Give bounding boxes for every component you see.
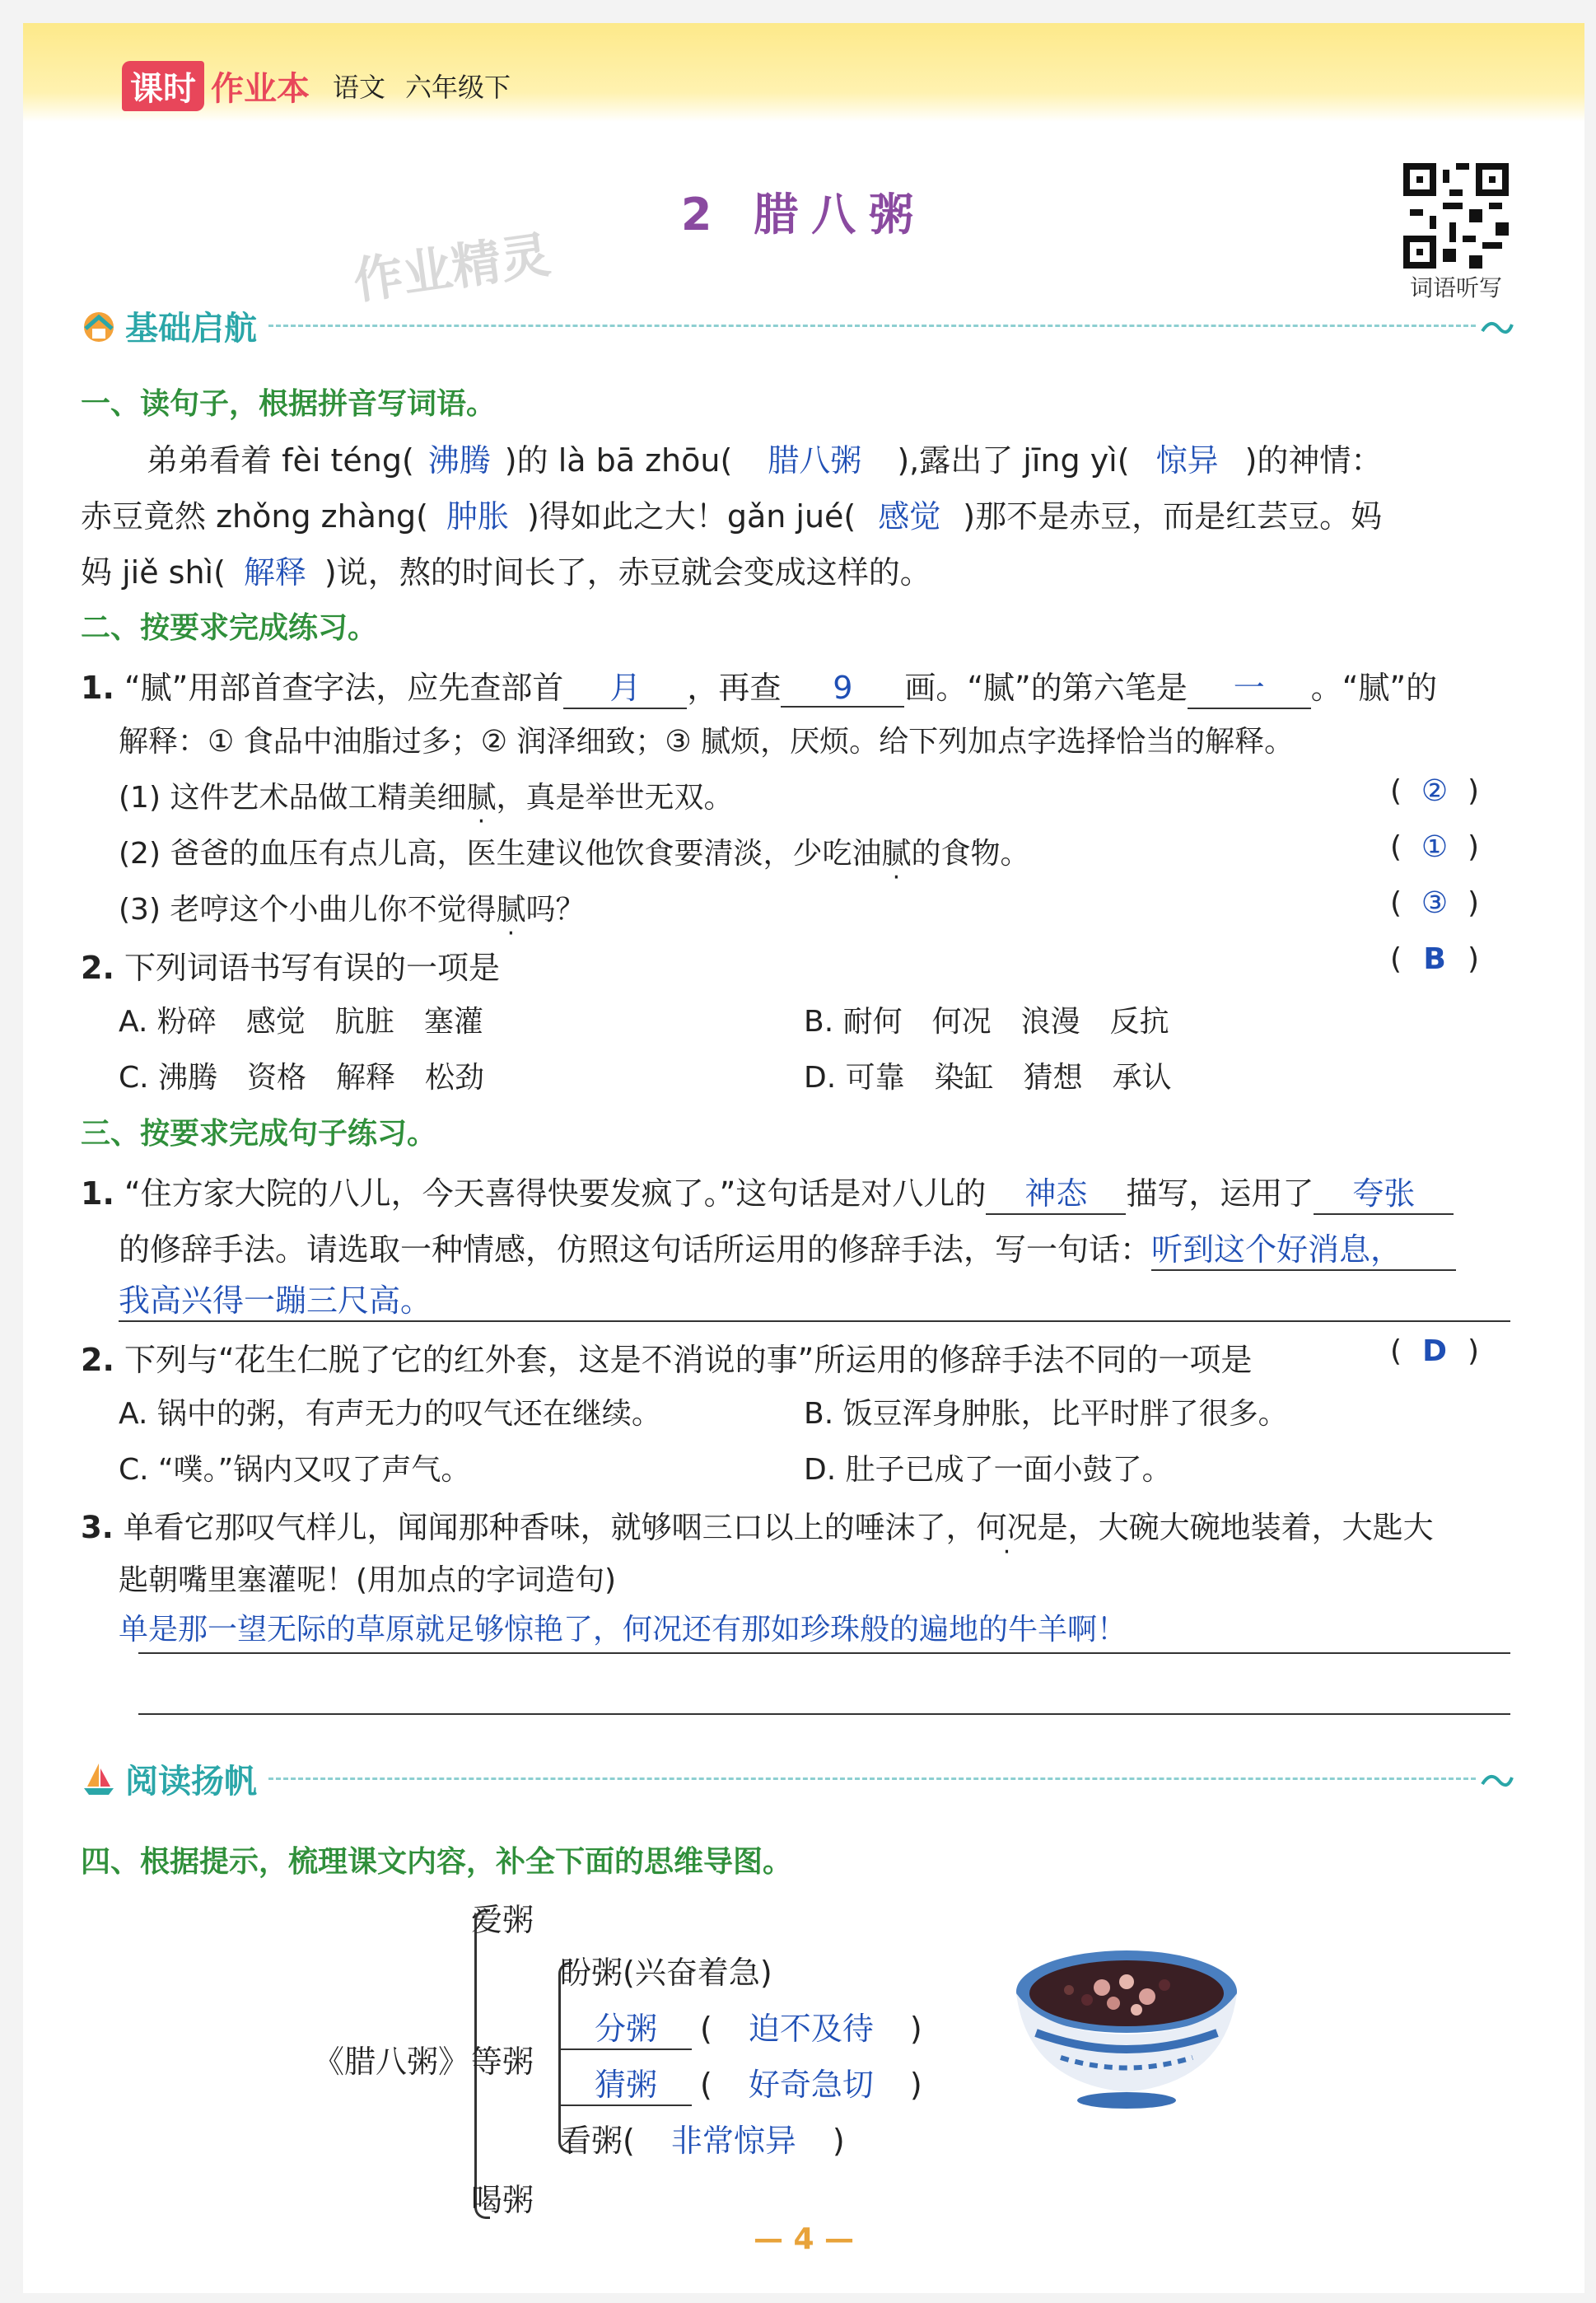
q3-p1-line-1 bbox=[81, 1168, 1454, 1215]
answer: 肿胀 bbox=[446, 498, 509, 535]
text: 。“腻”的 bbox=[1310, 670, 1438, 706]
answer-paren[interactable] bbox=[1390, 774, 1479, 808]
option-d[interactable]: D. 可靠 染缸 猜想 承认 bbox=[804, 1061, 1172, 1095]
mindmap-branch: 喝粥 bbox=[471, 2182, 534, 2218]
answer-paren[interactable] bbox=[1390, 1334, 1479, 1368]
q1-line-3 bbox=[81, 547, 931, 592]
section-divider bbox=[268, 1777, 1476, 1780]
q2-sentence-2 bbox=[119, 830, 1029, 872]
text: 下列与“花生仁脱了它的红外套，这是不消说的事”所运用的修辞手法不同的一项是 bbox=[124, 1342, 1253, 1378]
answer-line bbox=[138, 1652, 1510, 1654]
text: 描写，运用了 bbox=[1126, 1175, 1314, 1212]
answer-blank[interactable]: 我高兴得一蹦三尺高。 bbox=[119, 1275, 1510, 1322]
text: 赤豆竟然 zhǒng zhàng( bbox=[81, 498, 428, 535]
paren: ) bbox=[1468, 942, 1480, 976]
text: ，真是举世无双。 bbox=[496, 781, 734, 815]
text: 画。“腻”的第六笔是 bbox=[904, 670, 1188, 706]
option-a[interactable]: A. 锅中的粥，有声无力的叹气还在继续。 bbox=[119, 1397, 661, 1431]
mindmap-leaf bbox=[560, 2059, 922, 2106]
answer: 好奇急切 bbox=[748, 2067, 874, 2103]
paren: ) bbox=[909, 2067, 922, 2103]
q3-p3-line-1 bbox=[81, 1502, 1434, 1547]
q2-p1-line-2: 解释：① 食品中油脂过多；② 润泽细致；③ 腻烦，厌烦。给下列加点字选择恰当的解释。 bbox=[119, 725, 1295, 759]
wave-icon bbox=[1481, 313, 1514, 338]
text: 妈 jiě shì( bbox=[81, 554, 226, 591]
answer: 迫不及待 bbox=[748, 2011, 874, 2047]
answer-paren[interactable] bbox=[1390, 942, 1479, 976]
answer-blank[interactable]: 一 bbox=[1188, 662, 1311, 709]
text: )那不是赤豆，而是红芸豆。妈 bbox=[963, 498, 1383, 535]
answer: B bbox=[1423, 942, 1446, 976]
answer-blank[interactable]: 神态 bbox=[986, 1168, 1126, 1215]
item-number: 1. bbox=[81, 1175, 114, 1212]
answer: 腊八粥 bbox=[768, 442, 862, 479]
paren: ) bbox=[1468, 886, 1480, 920]
option-c[interactable]: C. “噗。”锅内又叹了声气。 bbox=[119, 1453, 471, 1487]
watermark: 作业精灵 bbox=[349, 226, 554, 311]
q3-p1-line-3 bbox=[119, 1275, 1510, 1322]
section-header-reading bbox=[81, 1756, 1514, 1801]
answer: 非常惊异 bbox=[670, 2123, 796, 2159]
paren: ( bbox=[1390, 1334, 1402, 1368]
text: ，再查 bbox=[687, 670, 782, 706]
paren: ( bbox=[1390, 774, 1402, 808]
dotted-char: 腻 bbox=[496, 893, 526, 927]
q2-sentence-3 bbox=[119, 886, 585, 928]
dotted-word: 何况 bbox=[976, 1510, 1038, 1545]
question-heading: 一、读句子，根据拼音写词语。 bbox=[81, 387, 497, 421]
qr-code-icon[interactable] bbox=[1403, 163, 1509, 269]
answer: ③ bbox=[1421, 886, 1449, 920]
item-number: 2. bbox=[81, 1342, 114, 1378]
option-b[interactable]: B. 耐何 何况 浪漫 反抗 bbox=[804, 1005, 1169, 1039]
paren: ( bbox=[1390, 942, 1402, 976]
option-d[interactable]: D. 肚子已成了一面小鼓了。 bbox=[804, 1453, 1172, 1487]
paren: ( bbox=[700, 2067, 712, 2103]
option-b[interactable]: B. 饭豆浑身肿胀，比平时胖了很多。 bbox=[804, 1397, 1288, 1431]
question-heading: 二、按要求完成练习。 bbox=[81, 611, 378, 645]
answer-paren[interactable] bbox=[1390, 830, 1479, 864]
text: ),露出了 jīng yì( bbox=[897, 442, 1130, 479]
mindmap-leaf bbox=[560, 2003, 922, 2050]
paren: ) bbox=[1468, 1334, 1480, 1368]
text: “腻”用部首查字法，应先查部首 bbox=[124, 670, 564, 706]
paren: ( bbox=[1390, 830, 1402, 864]
answer-blank[interactable]: 听到这个好消息， bbox=[1151, 1224, 1456, 1271]
brand-mark: 课时 bbox=[122, 61, 204, 111]
answer: ② bbox=[1421, 774, 1449, 808]
answer: ① bbox=[1421, 830, 1449, 864]
mindmap-branch: 等粥 bbox=[471, 2044, 534, 2080]
option-c[interactable]: C. 沸腾 资格 解释 松劲 bbox=[119, 1061, 485, 1095]
paren: ) bbox=[909, 2011, 922, 2047]
text: )的神情： bbox=[1244, 442, 1383, 479]
answer-blank[interactable]: 夸张 bbox=[1314, 1168, 1454, 1215]
text: “住方家大院的八儿，今天喜得快要发疯了。”这句话是对八儿的 bbox=[124, 1175, 987, 1212]
answer-blank[interactable]: 分粥 bbox=[560, 2003, 692, 2050]
q2-p2 bbox=[81, 942, 500, 988]
answer-line bbox=[138, 1713, 1510, 1715]
item-number: 2. bbox=[81, 950, 114, 986]
q3-p3-answer[interactable]: 单是那一望无际的草原就足够惊艳了，何况还有那如珍珠般的遍地的牛羊啊！ bbox=[119, 1613, 1127, 1647]
text: (1) 这件艺术品做工精美细 bbox=[119, 781, 467, 815]
section-title: 阅读扬帆 bbox=[125, 1762, 257, 1801]
porridge-bowl-illustration bbox=[1011, 1942, 1242, 2115]
q1-line-2 bbox=[81, 491, 1382, 536]
answer-blank[interactable]: 月 bbox=[563, 662, 687, 709]
brand-logo bbox=[122, 61, 511, 110]
text: 是，大碗大碗地装着，大匙大 bbox=[1037, 1510, 1434, 1545]
q1-line-1 bbox=[147, 435, 1382, 480]
paren: ) bbox=[1468, 774, 1480, 808]
q3-p1-line-2 bbox=[119, 1224, 1456, 1271]
text: 弟弟看着 fèi téng( bbox=[147, 442, 414, 479]
paren: ( bbox=[700, 2011, 712, 2047]
q2-sentence-1 bbox=[119, 774, 733, 816]
mindmap-leaf: 盼粥(兴奋着急) bbox=[560, 1955, 772, 1991]
section-divider bbox=[268, 325, 1476, 327]
section-title: 基础启航 bbox=[125, 309, 257, 348]
dotted-char: 腻 bbox=[881, 837, 912, 871]
lesson-title: 2 腊八粥 bbox=[680, 189, 927, 241]
text: (2) 爸爸的血压有点儿高，医生建议他饮食要清淡，少吃油 bbox=[119, 837, 882, 871]
answer: 沸腾 bbox=[427, 442, 491, 479]
mindmap-leaf bbox=[560, 2115, 845, 2161]
paren: ( bbox=[1390, 886, 1402, 920]
page-number: — 4 — bbox=[753, 2222, 855, 2256]
answer-blank[interactable]: 猜粥 bbox=[560, 2059, 692, 2106]
wave-icon bbox=[1481, 1766, 1514, 1791]
answer-blank[interactable]: 9 bbox=[781, 670, 904, 708]
answer: 解释 bbox=[243, 554, 306, 591]
qr-label: 词语听写 bbox=[1409, 274, 1502, 301]
q3-p3-line-2: 匙朝嘴里塞灌呢！(用加点的字词造句) bbox=[119, 1563, 617, 1597]
workbook-page bbox=[23, 23, 1584, 2293]
text: 单看它那叹气样儿，闻闻那种香味，就够咽三口以上的唾沫了， bbox=[123, 1510, 977, 1545]
item-number: 1. bbox=[81, 670, 114, 706]
subject-label: 语文 bbox=[333, 72, 386, 103]
text: 的修辞手法。请选取一种情感，仿照这句话所运用的修辞手法，写一句话： bbox=[119, 1231, 1152, 1268]
mindmap-root: 《腊八粥》 bbox=[313, 2044, 470, 2080]
option-a[interactable]: A. 粉碎 感觉 肮脏 塞灌 bbox=[119, 1005, 483, 1039]
text: 吗？ bbox=[525, 893, 586, 927]
mindmap-branch: 爱粥 bbox=[471, 1902, 534, 1938]
answer-paren[interactable] bbox=[1390, 886, 1479, 920]
grade-label: 六年级下 bbox=[405, 72, 511, 103]
answer: 惊异 bbox=[1155, 442, 1219, 479]
q3-p2 bbox=[81, 1334, 1252, 1380]
text: )得如此之大！gǎn jué( bbox=[527, 498, 856, 535]
text: 看粥( bbox=[560, 2123, 635, 2159]
text: )说，熬的时间长了，赤豆就会变成这样的。 bbox=[324, 554, 931, 591]
section-header-basics bbox=[81, 303, 1514, 348]
q2-p1-line-1 bbox=[81, 662, 1437, 709]
paren: ) bbox=[832, 2123, 845, 2159]
answer: D bbox=[1422, 1334, 1447, 1368]
text: 的食物。 bbox=[911, 837, 1030, 871]
paren: ) bbox=[1468, 830, 1480, 864]
brand-name: 作业本 bbox=[211, 69, 310, 108]
answer: 感觉 bbox=[878, 498, 941, 535]
question-heading: 三、按要求完成句子练习。 bbox=[81, 1117, 437, 1151]
question-heading: 四、根据提示，梳理课文内容，补全下面的思维导图。 bbox=[81, 1845, 793, 1879]
text: )的 là bā zhōu( bbox=[504, 442, 733, 479]
sailboat-icon bbox=[81, 1760, 117, 1796]
text: (3) 老哼这个小曲儿你不觉得 bbox=[119, 893, 497, 927]
house-icon bbox=[81, 307, 117, 343]
dotted-char: 腻 bbox=[466, 781, 497, 815]
item-number: 3. bbox=[81, 1510, 114, 1545]
text: 下列词语书写有误的一项是 bbox=[124, 950, 500, 986]
